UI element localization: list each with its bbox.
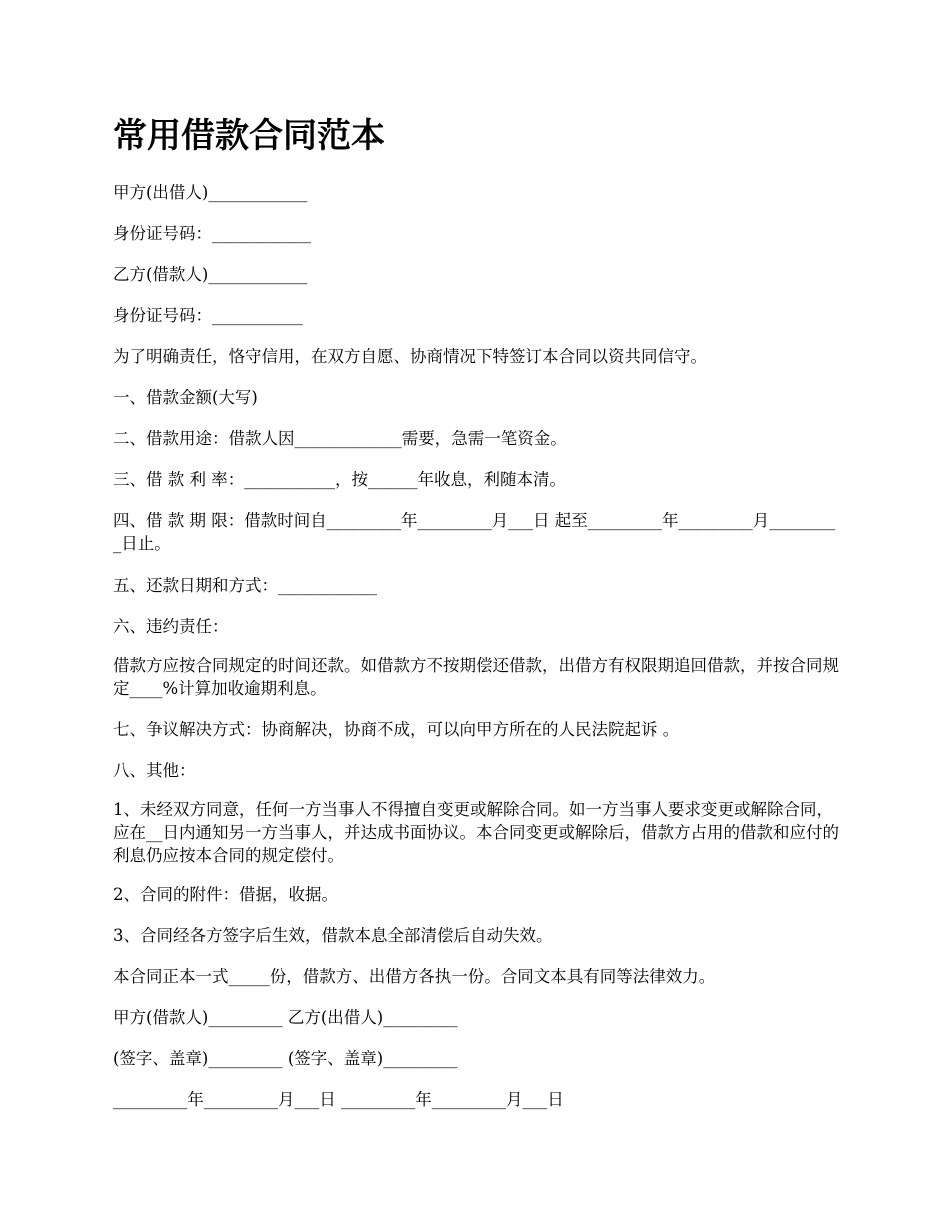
borrower-id-number-line: 身份证号码：___________	[113, 306, 303, 325]
signature-seal-line: (签字、盖章)_________ (签字、盖章)_________	[113, 1049, 458, 1068]
clause-8-item-3: 3、合同经各方签字后生效，借款本息全部清偿后自动失效。	[113, 926, 553, 945]
lender-party-line: 甲方(出借人)____________	[113, 183, 308, 202]
clause-1-amount: 一、借款金额(大写)	[113, 388, 258, 407]
document-title: 常用借款合同范本	[113, 116, 385, 156]
clause-6-liability-text: 借款方应按合同规定的时间还款。如借款方不按期偿还借款，出借方有权限期追回借款，并按合同规定____%计算加收逾期利息。	[113, 656, 839, 698]
clause-6-liability-heading: 六、违约责任：	[113, 617, 229, 636]
clause-4-term: 四、借 款 期 限：借款时间自_________年_________月___日 起至_________年_________月_________日止。	[113, 511, 836, 553]
preamble-paragraph: 为了明确责任，恪守信用，在双方自愿、协商情况下特签订本合同以资共同信守。	[113, 347, 707, 366]
clause-8-item-1: 1、未经双方同意，任何一方当事人不得擅自变更或解除合同。如一方当事人要求变更或解除合同，应在__日内通知另一方当事人，并达成书面协议。本合同变更或解除后，借款方占用的借款和应付的利息仍应按本合同的规定偿付。	[113, 800, 839, 865]
clause-2-purpose: 二、借款用途：借款人因_____________需要，急需一笔资金。	[113, 429, 567, 448]
clause-5-repayment: 五、还款日期和方式：____________	[113, 576, 377, 595]
clause-3-interest-rate: 三、借 款 利 率：___________，按______年收息，利随本清。	[113, 470, 566, 489]
clause-7-dispute: 七、争议解决方式：协商解决，协商不成，可以向甲方所在的人民法院起诉 。	[113, 720, 680, 739]
clause-8-item-2: 2、合同的附件：借据，收据。	[113, 885, 338, 904]
lender-id-number-line: 身份证号码：____________	[113, 224, 311, 243]
borrower-party-line: 乙方(借款人)____________	[113, 265, 308, 284]
clause-8-heading: 八、其他：	[113, 761, 196, 780]
copies-statement: 本合同正本一式_____份，借款方、出借方各执一份。合同文本具有同等法律效力。	[113, 967, 716, 986]
signature-parties-line: 甲方(借款人)_________ 乙方(出借人)_________	[113, 1008, 458, 1027]
signature-date-line: _________年_________月___日 _________年_________月___日	[113, 1090, 564, 1109]
